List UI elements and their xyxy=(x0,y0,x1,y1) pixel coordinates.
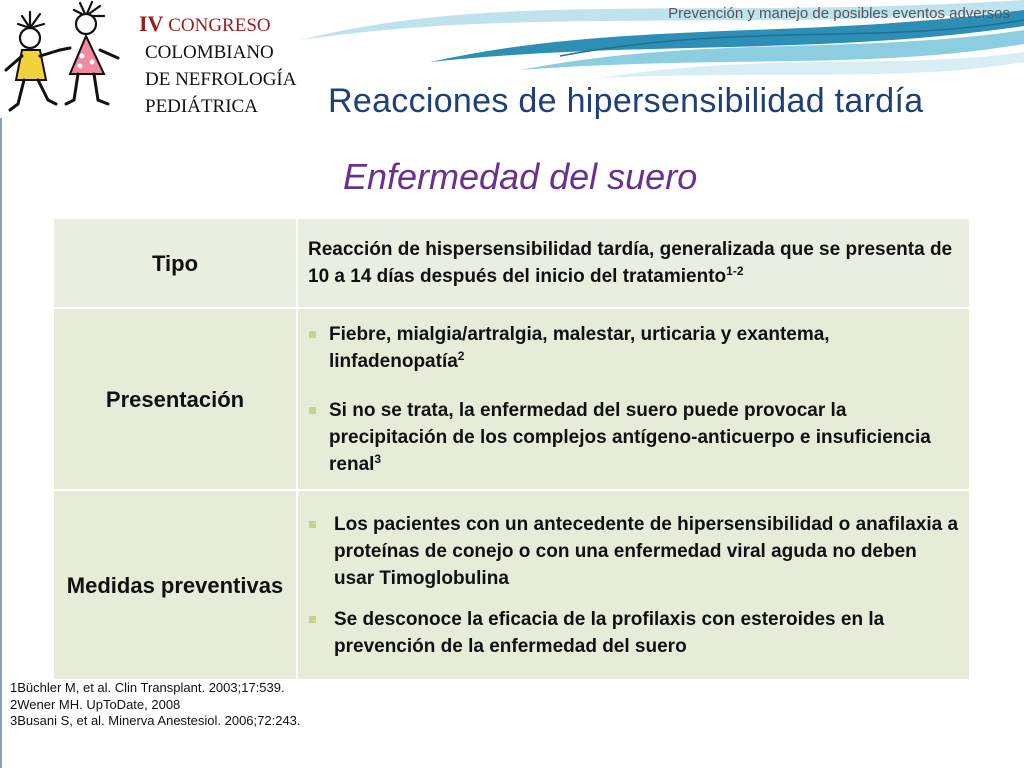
list-item xyxy=(308,511,959,592)
bullet-text: Si no se trata, la enfermedad del suero puede provocar la precipitación de los complejos antígeno-anticuerpo e insuficiencia renal xyxy=(329,399,931,475)
list-item xyxy=(308,606,959,660)
row-description-medidas xyxy=(297,490,970,680)
square-bullet-icon xyxy=(309,616,316,623)
square-bullet-icon xyxy=(309,331,316,338)
children-logo-icon xyxy=(0,0,130,118)
row-description-tipo xyxy=(297,218,970,308)
congress-line-2: COLOMBIANO xyxy=(145,42,274,63)
citation-sup: 3 xyxy=(374,451,382,466)
row-description-presentacion xyxy=(297,308,970,490)
bullet-text: Se desconoce la eficacia de la profilaxis con esteroides en la prevención de la enfermedad del suero xyxy=(334,608,885,657)
table-row xyxy=(53,490,970,680)
table-row xyxy=(53,308,970,490)
bullet-list xyxy=(308,511,959,660)
congress-roman-numeral: IV xyxy=(139,11,164,36)
citation-sup: 1-2 xyxy=(726,264,744,278)
square-bullet-icon xyxy=(309,407,316,414)
square-bullet-icon xyxy=(309,521,316,528)
row-header-medidas: Medidas preventivas xyxy=(53,490,297,680)
congress-line-3: DE NEFROLOGÍA xyxy=(145,69,297,90)
reference-item: 2Wener MH. UpToDate, 2008 xyxy=(10,696,181,712)
congress-logo-text xyxy=(139,10,296,120)
reference-item: 1Büchler M, et al. Clin Transplant. 2003;17:539. xyxy=(10,680,285,695)
slide-title: Reacciones de hipersensibilidad tardía xyxy=(328,82,924,120)
slide-left-border xyxy=(0,118,2,768)
reference-item: 3Busani S, et al. Minerva Anestesiol. 2006;72:243. xyxy=(10,713,301,728)
tipo-text: Reacción de hispersensibilidad tardía, generalizada que se presenta de 10 a 14 días después del inicio del tratamiento xyxy=(308,239,953,287)
row-header-tipo: Tipo xyxy=(53,218,297,308)
info-table xyxy=(52,217,971,681)
bullet-text: Fiebre, mialgia/artralgia, malestar, urticaria y exantema, linfadenopatía xyxy=(329,323,830,372)
references xyxy=(10,680,301,730)
citation-sup: 2 xyxy=(457,348,465,363)
list-item xyxy=(308,397,959,478)
table-row xyxy=(53,218,970,308)
list-item xyxy=(308,321,959,375)
header-note: Prevención y manejo de posibles eventos adversos xyxy=(668,5,1010,22)
bullet-text: Los pacientes con un antecedente de hipersensibilidad o anafilaxia a proteínas de conejo o con una enfermedad viral aguda no deben usar Timoglobulina xyxy=(334,513,959,589)
congress-line-4: PEDIÁTRICA xyxy=(145,96,258,117)
slide-subtitle: Enfermedad del suero xyxy=(343,156,698,197)
bullet-list xyxy=(308,321,959,478)
row-header-presentacion: Presentación xyxy=(53,308,297,490)
congress-word: CONGRESO xyxy=(168,15,271,36)
